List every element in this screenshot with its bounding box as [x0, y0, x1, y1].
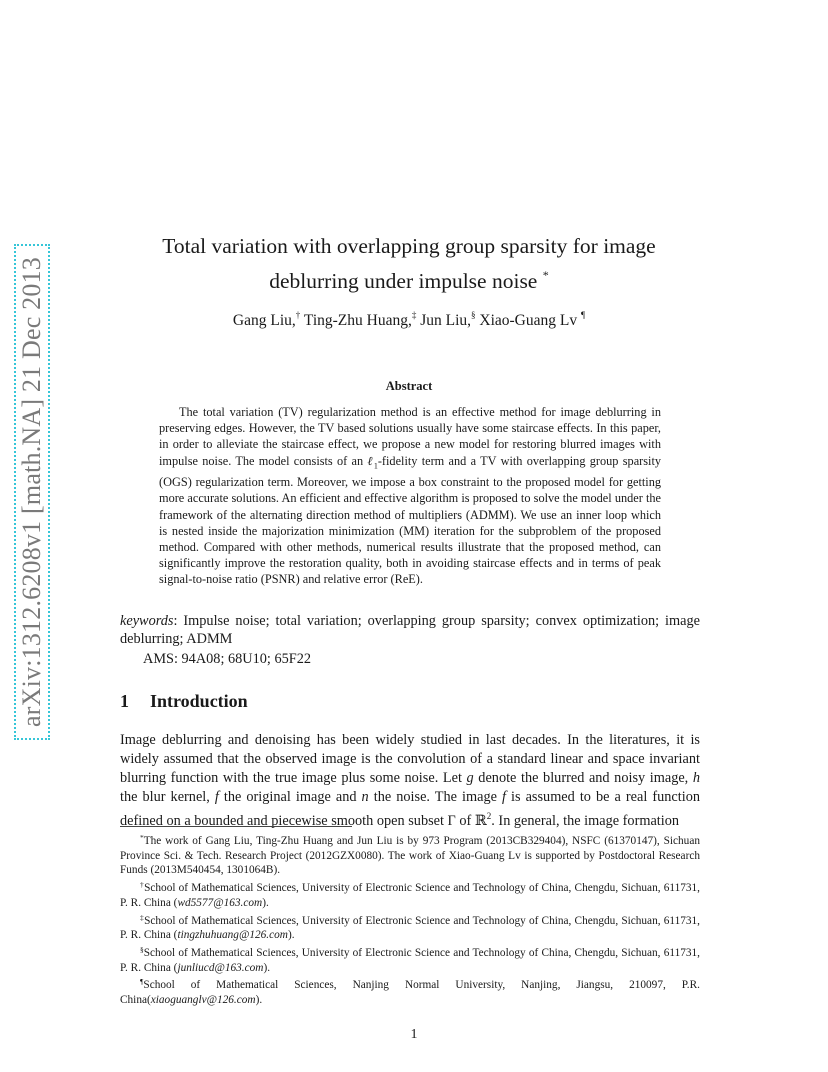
- footnote-text: ).: [255, 994, 263, 1007]
- footnotes: [120, 831, 700, 1008]
- intro-text: . In general, the image formation: [491, 812, 680, 829]
- page-number: 1: [410, 1027, 418, 1042]
- keywords-text: : Impulse noise; total variation; overlapping group sparsity; convex optimization; image deblurring; ADMM: [120, 613, 700, 647]
- footnote-mark: §: [140, 944, 144, 954]
- author-list: [120, 305, 698, 331]
- author-footnote-mark: ¶: [580, 310, 586, 320]
- section-title: Introduction: [150, 691, 248, 711]
- math-f: f: [501, 789, 506, 805]
- footnote-text: ).: [263, 961, 271, 974]
- author-name: Ting-Zhu Huang,: [303, 312, 412, 329]
- footnote-mark: ¶: [140, 977, 144, 987]
- section-number: 1: [120, 691, 129, 711]
- abstract-text-part: The total variation (TV) regularization method is an effective method for image deblurring in preserving edges. However, the TV based solutions usually have some staircase effects. In this paper, in order to alleviate the staircase effect, we propose a new model for restoring blurred images with impulse noise. The model consists of an: [159, 405, 661, 468]
- footnote-email[interactable]: tingzhuhuang@126.com: [177, 929, 288, 942]
- footnote-email[interactable]: junliucd@163.com: [177, 961, 264, 974]
- footnote-mark: †: [140, 880, 145, 890]
- intro-text: the original image and: [223, 789, 357, 805]
- author-name: Jun Liu,: [420, 312, 472, 329]
- footnote-text: School of Mathematical Sciences, Nanjing Normal University, Nanjing, Jiangsu, 210097, P.R. China(: [120, 979, 700, 1007]
- title-line-2: deblurring under impulse noise: [269, 269, 538, 293]
- author-name: Gang Liu,: [232, 312, 296, 329]
- abstract-text-part: -fidelity term and a TV with overlapping group sparsity (OGS) regularization term. Moreover, we impose a box constraint to the proposed model for getting more accurate solutions. An efficient and effective algorithm is proposed to solve the model under the framework of the alternating direction method of multipliers (ADMM). We use an inner loop which is nested inside the majorization minimization (MM) iteration for the subproblem of the proposed method. Compared with other methods, numerical results illustrate that the proposed method, can significantly improve the restoration quality, both in avoiding staircase effects and in terms of peak signal-to-noise ratio (PSNR) and relative error (ReE).: [159, 453, 662, 587]
- footnote-email[interactable]: wd5577@163.com: [177, 896, 263, 909]
- footnote-affiliation: [120, 878, 700, 910]
- footnote-text: School of Mathematical Sciences, University of Electronic Science and Technology of China, Chengdu, Sichuan, 611731, P. R. China (: [120, 914, 701, 942]
- section-heading: [120, 691, 248, 712]
- intro-text: is assumed to be a real function defined on a bounded and piecewise smooth open subset Γ of: [120, 789, 700, 829]
- author-footnote-mark: †: [295, 310, 301, 320]
- author-footnote-mark: §: [471, 310, 476, 320]
- math-g: g: [466, 770, 474, 786]
- abstract-text: [159, 404, 661, 588]
- footnote-text: The work of Gang Liu, Ting-Zhu Huang and Jun Liu is by 973 Program (2013CB329404), NSFC (61370147), Sichuan Province Sci. & Tech. Research Project (2012GZX0080). The work of Xiao-Guang Lv is supported by Postdoctoral Research Funds (2013M540454, 1301064B).: [120, 835, 700, 877]
- arxiv-stamp-text: arXiv:1312.6208v1 [math.NA] 21 Dec 2013: [17, 257, 46, 727]
- l1-subscript: 1: [373, 461, 378, 471]
- footnote-affiliation: [120, 911, 700, 943]
- footnote-mark: ‡: [140, 912, 145, 922]
- footnote-text: School of Mathematical Sciences, University of Electronic Science and Technology of China, Chengdu, Sichuan, 611731, P. R. China (: [120, 946, 700, 974]
- math-f: f: [214, 789, 219, 805]
- math-reals: ℝ: [474, 812, 487, 829]
- paper-title: [120, 232, 698, 296]
- intro-text: the blur kernel,: [120, 789, 210, 805]
- intro-text: Image deblurring and denoising has been widely studied in last decades. In the literatures, it is widely assumed that the observed image is the convolution of a standard linear and space invariant blurring function with the true image plus some noise. Let: [120, 732, 700, 786]
- footnote-affiliation: [120, 943, 700, 975]
- author-footnote-mark: ‡: [411, 310, 417, 320]
- footnote-funding: [120, 831, 700, 878]
- author-name: Xiao-Guang Lv: [479, 312, 578, 329]
- title-footnote-mark: *: [542, 268, 549, 282]
- intro-paragraph: [120, 731, 700, 831]
- title-line-1: Total variation with overlapping group sparsity for image: [162, 234, 656, 258]
- footnote-affiliation: [120, 975, 700, 1007]
- footnote-text: School of Mathematical Sciences, University of Electronic Science and Technology of China, Chengdu, Sichuan, 611731, P. R. China (: [120, 882, 701, 909]
- ams-classification: AMS: 94A08; 68U10; 65F22: [143, 651, 312, 667]
- footnote-text: ).: [287, 929, 295, 942]
- intro-text: denote the blurred and noisy image,: [478, 770, 689, 786]
- math-superscript: 2: [486, 811, 492, 821]
- arxiv-stamp: [14, 244, 50, 740]
- math-h: h: [692, 770, 701, 786]
- l1-symbol: ℓ: [367, 453, 374, 468]
- math-n: n: [361, 789, 369, 805]
- keywords-label: keywords: [120, 613, 174, 629]
- footnote-mark: *: [140, 833, 144, 842]
- intro-text: the noise. The image: [373, 789, 497, 805]
- abstract-heading: Abstract: [385, 379, 433, 393]
- footnote-text: ).: [262, 896, 269, 909]
- footnote-rule: [120, 826, 352, 827]
- keywords: [120, 612, 700, 648]
- footnote-email[interactable]: xiaoguanglv@126.com: [150, 994, 256, 1007]
